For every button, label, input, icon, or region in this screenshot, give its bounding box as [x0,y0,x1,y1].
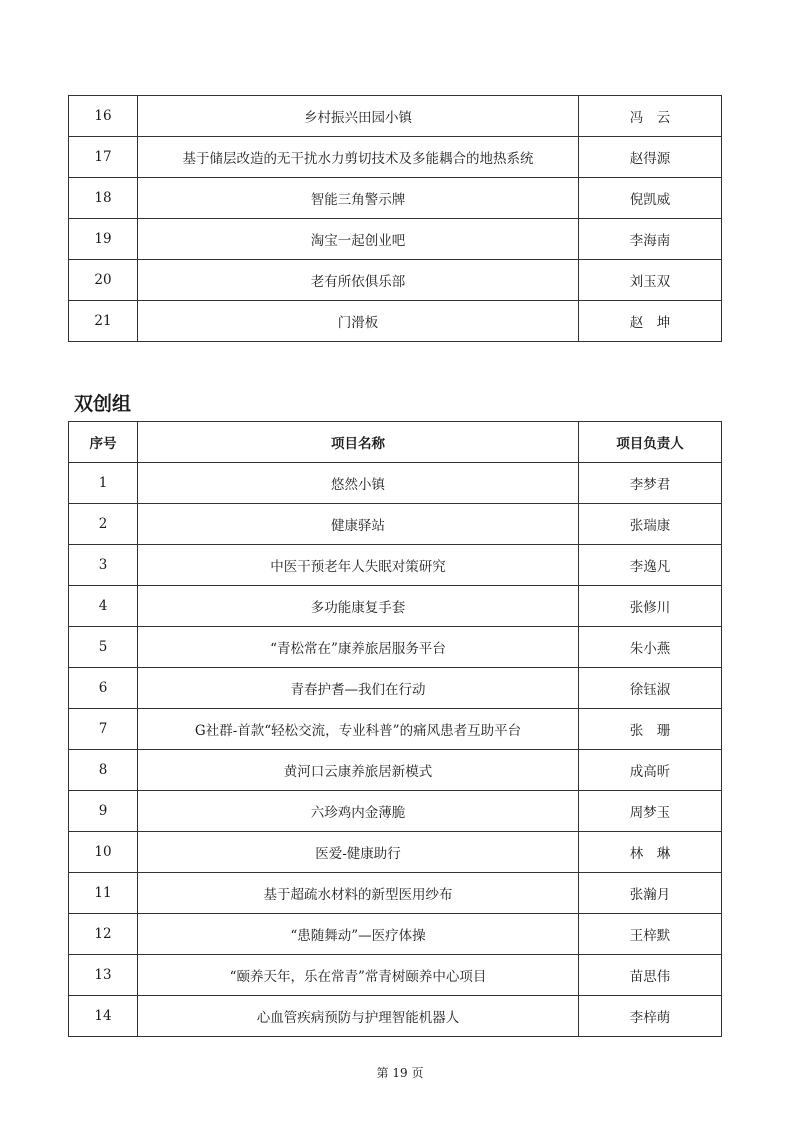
serial-number-cell: 12 [69,914,138,955]
header-project-leader: 项目负责人 [579,422,722,463]
project-name-cell: 悠然小镇 [138,463,579,504]
project-name-cell: “患随舞动”—医疗体操 [138,914,579,955]
project-name-cell: “青松常在”康养旅居服务平台 [138,627,579,668]
project-name-cell: 心血管疾病预防与护理智能机器人 [138,996,579,1037]
table-row [69,463,722,504]
table-row [69,955,722,996]
serial-number-cell: 4 [69,586,138,627]
serial-number-cell: 14 [69,996,138,1037]
table-row [69,668,722,709]
table-row [69,873,722,914]
serial-number-cell: 11 [69,873,138,914]
table-row [69,96,722,137]
serial-number-cell: 9 [69,791,138,832]
table-row [69,627,722,668]
project-leader-cell: 张修川 [579,586,722,627]
project-leader-cell: 成高昕 [579,750,722,791]
project-name-cell: 基于超疏水材料的新型医用纱布 [138,873,579,914]
serial-number-cell: 18 [69,178,138,219]
project-name-cell: 黄河口云康养旅居新模式 [138,750,579,791]
table-header-row [69,422,722,463]
table-row [69,914,722,955]
project-leader-cell: 倪凯威 [579,178,722,219]
project-leader-cell: 苗思伟 [579,955,722,996]
serial-number-cell: 1 [69,463,138,504]
project-name-cell: 青春护耆—我们在行动 [138,668,579,709]
project-leader-cell: 李海南 [579,219,722,260]
project-table-continued [68,95,722,342]
table-row [69,301,722,342]
project-name-cell: G社群-首款“轻松交流，专业科普”的痛风患者互助平台 [138,709,579,750]
header-serial-number: 序号 [69,422,138,463]
project-name-cell: 基于储层改造的无干扰水力剪切技术及多能耦合的地热系统 [138,137,579,178]
project-name-cell: 乡村振兴田园小镇 [138,96,579,137]
project-leader-cell: 赵 坤 [579,301,722,342]
project-name-cell: 智能三角警示牌 [138,178,579,219]
table-row [69,545,722,586]
serial-number-cell: 10 [69,832,138,873]
table-row [69,709,722,750]
serial-number-cell: 2 [69,504,138,545]
section-title: 双创组 [74,393,132,415]
project-leader-cell: 冯 云 [579,96,722,137]
shuangchuang-table [68,421,722,1037]
project-leader-cell: 朱小燕 [579,627,722,668]
project-leader-cell: 王梓默 [579,914,722,955]
project-leader-cell: 李梓萌 [579,996,722,1037]
project-leader-cell: 赵得源 [579,137,722,178]
serial-number-cell: 5 [69,627,138,668]
project-name-cell: “颐养天年，乐在常青”常青树颐养中心项目 [138,955,579,996]
project-name-cell: 老有所依俱乐部 [138,260,579,301]
project-name-cell: 门滑板 [138,301,579,342]
project-leader-cell: 张瑞康 [579,504,722,545]
project-name-cell: 健康驿站 [138,504,579,545]
table-row [69,260,722,301]
table-row [69,586,722,627]
table-row [69,996,722,1037]
project-leader-cell: 李梦君 [579,463,722,504]
table-row [69,178,722,219]
table-row [69,791,722,832]
page-number: 第 19 页 [376,1066,424,1080]
project-name-cell: 淘宝一起创业吧 [138,219,579,260]
table-row [69,504,722,545]
project-leader-cell: 刘玉双 [579,260,722,301]
project-name-cell: 医爱-健康助行 [138,832,579,873]
table-row [69,219,722,260]
table-row [69,750,722,791]
project-leader-cell: 李逸凡 [579,545,722,586]
serial-number-cell: 13 [69,955,138,996]
project-leader-cell: 张 珊 [579,709,722,750]
project-leader-cell: 周梦玉 [579,791,722,832]
serial-number-cell: 8 [69,750,138,791]
project-leader-cell: 林 琳 [579,832,722,873]
serial-number-cell: 6 [69,668,138,709]
serial-number-cell: 20 [69,260,138,301]
serial-number-cell: 16 [69,96,138,137]
project-name-cell: 六珍鸡内金薄脆 [138,791,579,832]
project-leader-cell: 徐钰淑 [579,668,722,709]
serial-number-cell: 19 [69,219,138,260]
project-name-cell: 中医干预老年人失眠对策研究 [138,545,579,586]
serial-number-cell: 17 [69,137,138,178]
serial-number-cell: 3 [69,545,138,586]
header-project-name: 项目名称 [138,422,579,463]
table-row [69,137,722,178]
project-leader-cell: 张瀚月 [579,873,722,914]
table-row [69,832,722,873]
serial-number-cell: 21 [69,301,138,342]
serial-number-cell: 7 [69,709,138,750]
project-name-cell: 多功能康复手套 [138,586,579,627]
